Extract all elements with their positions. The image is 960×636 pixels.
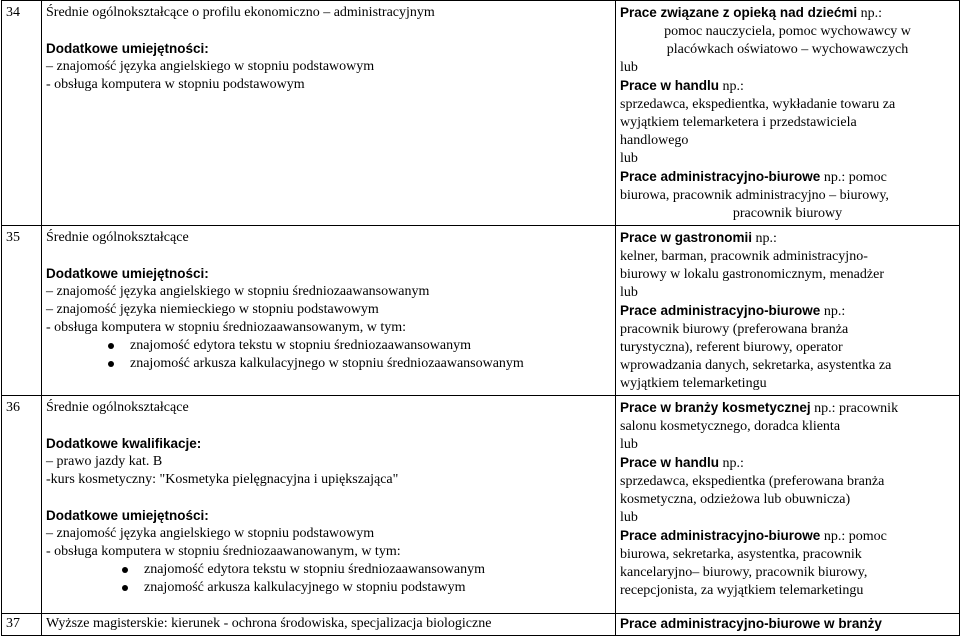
job-text: biurowa, pracownik administracyjno – biurowy, bbox=[620, 188, 889, 203]
skill-item: - obsługa komputera w stopniu średniozaawansowanym, w tym: bbox=[46, 320, 407, 335]
qualification-item: – prawo jazdy kat. B bbox=[46, 454, 163, 469]
skills-header: Dodatkowe umiejętności: bbox=[46, 266, 209, 281]
job-category: Prace w branży kosmetycznej np.: pracownik bbox=[620, 400, 899, 416]
bullet-item: znajomość edytora tekstu w stopniu średniozaawansowanym bbox=[122, 561, 611, 579]
education-cell bbox=[42, 614, 616, 636]
job-or: lub bbox=[620, 151, 638, 166]
skill-item: – znajomość języka angielskiego w stopniu średniozaawansowanym bbox=[46, 284, 430, 299]
qualifications-header: Dodatkowe kwalifikacje: bbox=[46, 436, 202, 451]
table-row bbox=[2, 396, 960, 614]
skills-header: Dodatkowe umiejętności: bbox=[46, 41, 209, 56]
job-text: wprowadzania danych, sekretarka, asystentka za bbox=[620, 358, 892, 373]
job-text: pomoc nauczyciela, pomoc wychowawcy w bbox=[664, 24, 911, 39]
skill-item: - obsługa komputera w stopniu średniozaawanowanym, w tym: bbox=[46, 544, 401, 559]
skill-item: – znajomość języka niemieckiego w stopniu podstawowym bbox=[46, 302, 379, 317]
job-text: wyjątkiem telemarketingu bbox=[620, 376, 767, 391]
skills-header: Dodatkowe umiejętności: bbox=[46, 508, 209, 523]
job-offers-table bbox=[1, 0, 960, 636]
job-category: Prace administracyjno-biurowe w branży bbox=[620, 616, 882, 631]
job-category: Prace administracyjno-biurowe np.: pomoc bbox=[620, 169, 887, 185]
education-title: Średnie ogólnokształcące o profilu ekonomiczno – administracyjnym bbox=[46, 5, 435, 20]
jobs-cell bbox=[616, 1, 960, 226]
job-text: sprzedawca, ekspedientka (preferowana branża bbox=[620, 474, 885, 489]
row-number: 34 bbox=[2, 1, 42, 226]
job-text: kelner, barman, pracownik administracyjno- bbox=[620, 249, 868, 264]
job-text: turystyczna), referent biurowy, operator bbox=[620, 340, 843, 355]
job-text: sprzedawca, ekspedientka, wykładanie towaru za bbox=[620, 97, 896, 112]
job-text: handlowego bbox=[620, 133, 689, 148]
education-title: Średnie ogólnokształcące bbox=[46, 400, 189, 415]
table-row bbox=[2, 614, 960, 636]
job-or: lub bbox=[620, 437, 638, 452]
jobs-cell bbox=[616, 226, 960, 396]
row-number: 36 bbox=[2, 396, 42, 614]
job-or: lub bbox=[620, 285, 638, 300]
job-category: Prace w handlu np.: bbox=[620, 455, 744, 471]
job-text: recepcjonista, za wyjątkiem telemarketingu bbox=[620, 583, 864, 598]
bullet-item: znajomość edytora tekstu w stopniu średniozaawansowanym bbox=[108, 337, 611, 355]
jobs-cell bbox=[616, 396, 960, 614]
qualification-item: -kurs kosmetyczny: "Kosmetyka pielęgnacyjna i upiększająca" bbox=[46, 472, 399, 487]
bullet-item: znajomość arkusza kalkulacyjnego w stopniu podstawym bbox=[122, 579, 611, 597]
job-text: kancelaryjno– biurowy, pracownik biurowy, bbox=[620, 565, 868, 580]
job-or: lub bbox=[620, 510, 638, 525]
bullet-icon bbox=[122, 567, 128, 573]
job-text: wyjątkiem telemarketera i przedstawiciela bbox=[620, 115, 857, 130]
job-category: Prace związane z opieką nad dziećmi np.: bbox=[620, 5, 882, 21]
job-text: placówkach oświatowo – wychowawczych bbox=[666, 42, 909, 57]
table-row bbox=[2, 226, 960, 396]
education-cell bbox=[42, 396, 616, 614]
education-title: Średnie ogólnokształcące bbox=[46, 230, 189, 245]
job-text: salonu kosmetycznego, doradca klienta bbox=[620, 419, 841, 434]
skill-item: – znajomość języka angielskiego w stopniu podstawowym bbox=[46, 59, 375, 74]
table-row bbox=[2, 1, 960, 226]
job-category: Prace w handlu np.: bbox=[620, 78, 744, 94]
jobs-cell bbox=[616, 614, 960, 636]
bullet-icon bbox=[108, 343, 114, 349]
bullet-item: znajomość arkusza kalkulacyjnego w stopniu średniozaawansowanym bbox=[108, 355, 611, 373]
job-or: lub bbox=[620, 60, 638, 75]
job-category: Prace administracyjno-biurowe np.: bbox=[620, 303, 846, 319]
job-category: Prace w gastronomii np.: bbox=[620, 230, 777, 246]
job-text: pracownik biurowy (preferowana branża bbox=[620, 322, 849, 337]
education-title: Wyższe magisterskie: kierunek - ochrona środowiska, specjalizacja biologiczne bbox=[46, 616, 492, 631]
row-number: 37 bbox=[2, 614, 42, 636]
bullet-icon bbox=[108, 361, 114, 367]
job-text: pracownik biurowy bbox=[732, 206, 843, 221]
education-cell bbox=[42, 226, 616, 396]
row-number: 35 bbox=[2, 226, 42, 396]
job-category: Prace administracyjno-biurowe np.: pomoc bbox=[620, 528, 887, 544]
job-text: biurowy w lokalu gastronomicznym, menadżer bbox=[620, 267, 884, 282]
job-text: kosmetyczna, odzieżowa lub obuwnicza) bbox=[620, 492, 851, 507]
education-cell bbox=[42, 1, 616, 226]
job-text: biurowa, sekretarka, asystentka, pracownik bbox=[620, 547, 862, 562]
skill-item: – znajomość języka angielskiego w stopniu podstawowym bbox=[46, 526, 375, 541]
bullet-icon bbox=[122, 585, 128, 591]
skill-item: - obsługa komputera w stopniu podstawowym bbox=[46, 77, 305, 92]
